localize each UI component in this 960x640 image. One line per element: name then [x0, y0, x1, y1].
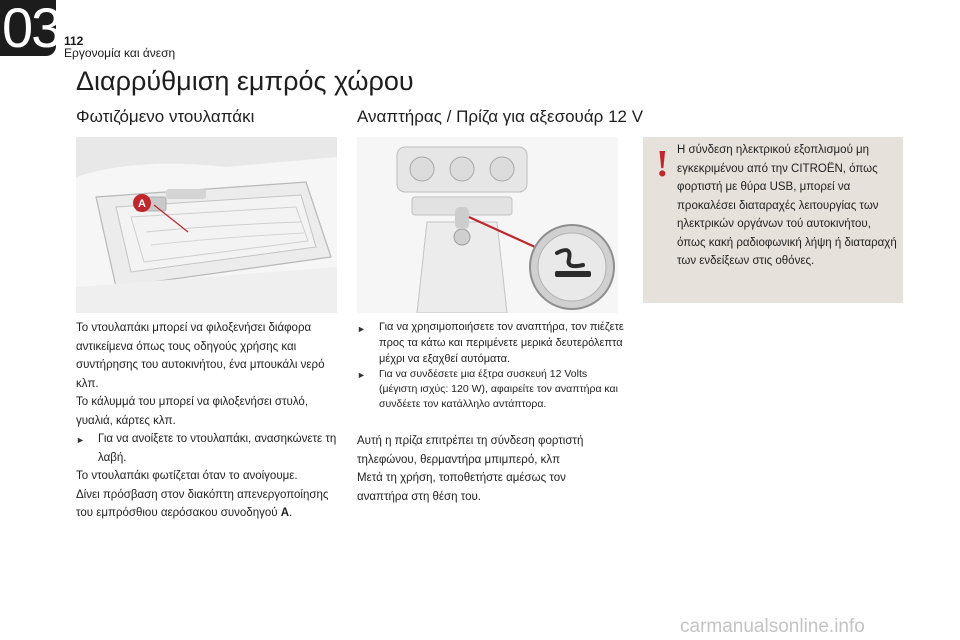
glovebox-illustration: [76, 137, 337, 313]
lighter-paragraph-1: Αυτή η πρίζα επιτρέπει τη σύνδεση φορτιστή τηλεφώνου, θερμαντήρα μπιμπερό, κλπ: [357, 435, 584, 466]
airbag-switch-marker: A: [280, 507, 290, 519]
glovebox-bullet: [76, 430, 338, 467]
glovebox-paragraph-4: Δίνει πρόσβαση στον διακόπτη απενεργοποίησης του εμπρόσθιου αερόσακου συνοδηγού A.: [76, 488, 329, 519]
chapter-tab: [0, 0, 61, 59]
glovebox-section-title: Φωτιζόμενο ντουλαπάκι: [76, 107, 255, 126]
lighter-bullet-2: ► Για να συνδέσετε μια έξτρα συσκευή 12 Volts (μέγιστη ισχύς: 120 W), αφαιρείτε τον αναπτήρα και συνδέετε τον κατάλληλο αντάπτορα.: [357, 368, 618, 410]
arrow-bullet-icon: ►: [357, 324, 366, 334]
lighter-illustration: [357, 137, 618, 313]
watermark: carmanualsonline.info: [680, 616, 865, 637]
glovebox-paragraph-3: Το ντουλαπάκι φωτίζεται όταν το ανοίγουμε.: [76, 470, 298, 482]
lighter-text: [357, 432, 619, 506]
page-title: Διαρρύθμιση εμπρός χώρου: [76, 66, 414, 96]
marker-a-label: A: [138, 198, 146, 210]
lighter-paragraph-2: Μετά τη χρήση, τοποθετήστε αμέσως τον αναπτήρα στη θέση του.: [357, 472, 566, 503]
chapter-number: 03: [2, 0, 61, 59]
lighter-bullet-1: ► Για να χρησιμοποιήσετε τον αναπτήρα, τον πιέζετε προς τα κάτω και περιμένετε μερικά δευτερόλεπτα μέχρι να εξαχθεί αυτόματα.: [357, 321, 624, 365]
glovebox-bullet-text: Για να ανοίξετε το ντουλαπάκι, ανασηκώνετε τη λαβή.: [98, 433, 337, 464]
warning-text: Η σύνδεση ηλεκτρικού εξοπλισμού μη εγκεκριμένου από την CITROËN, όπως φορτιστή με θύρα USB, μπορεί να προκαλέσει διαταραχές λειτουργίας των ηλεκτρικών οργάνων τού αυτοκινήτου, όπως κακή ραδιοφωνική λήψη ή διαταραχή των ενδείξεων στις οθόνες.: [677, 144, 897, 267]
page-number: 112: [64, 34, 84, 48]
glovebox-text: [76, 319, 338, 523]
lighter-instructions: [357, 319, 627, 412]
warning-icon: !: [656, 143, 669, 185]
glovebox-paragraph-2: Το κάλυμμά του μπορεί να φιλοξενήσει στυλό, γυαλιά, κάρτες κλπ.: [76, 396, 309, 427]
arrow-bullet-icon: ►: [76, 435, 85, 445]
glovebox-paragraph-1: Το ντουλαπάκι μπορεί να φιλοξενήσει διάφορα αντικείμενα όπως τους οδηγούς χρήσης και συντήρησης του αυτοκινήτου, ένα μπουκάλι νερό κλπ.: [76, 322, 325, 390]
lighter-section-title: Αναπτήρας / Πρίζα για αξεσουάρ 12 V: [357, 107, 644, 126]
chapter-title: Εργονομία και άνεση: [64, 46, 176, 60]
arrow-bullet-icon: ►: [357, 370, 366, 380]
